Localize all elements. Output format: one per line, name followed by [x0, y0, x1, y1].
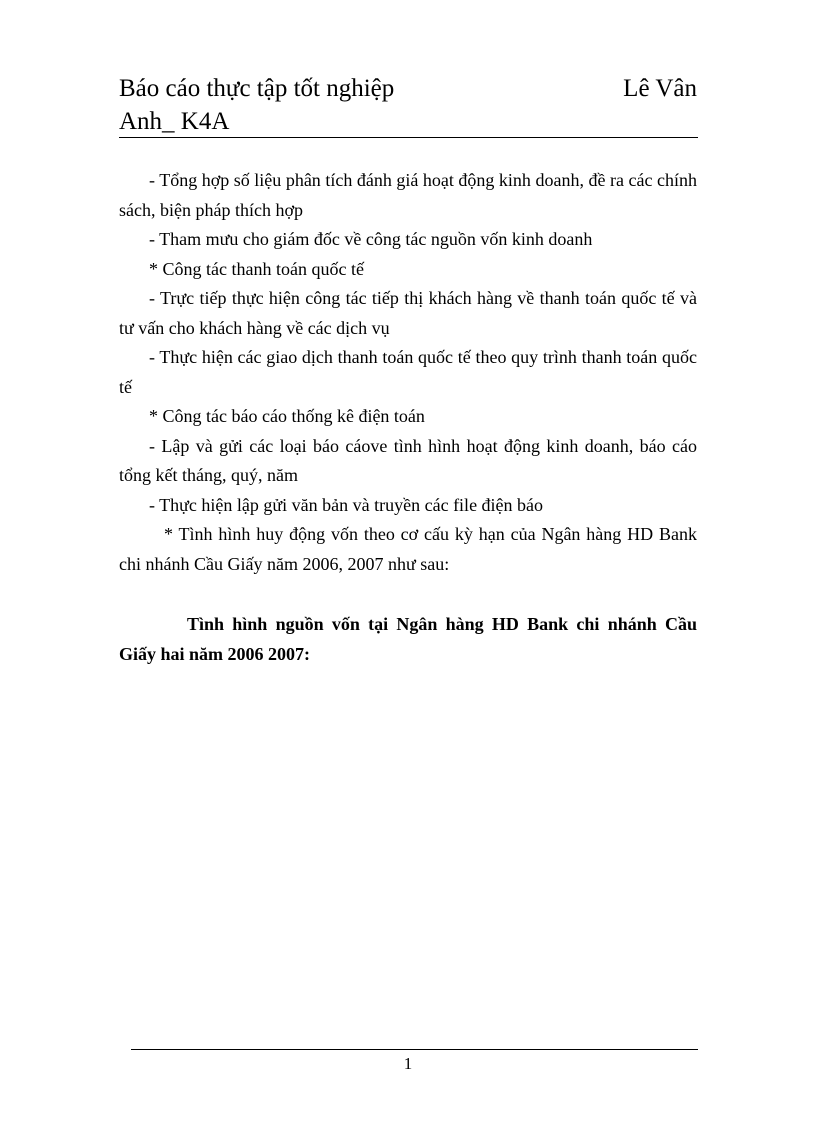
paragraph-documents: - Thực hiện lập gửi văn bản và truyền các file điện báo — [149, 494, 544, 515]
paragraph-reporting-heading: * Công tác báo cáo thống kê điện toán — [149, 406, 425, 426]
paragraph-reports: - Lập và gửi các loại báo cáove tình hình hoạt động kinh doanh, báo cáo tổng kết tháng, quý, năm — [119, 435, 697, 485]
paragraph-intl-payment-heading: * Công tác thanh toán quốc tế — [149, 258, 364, 279]
paragraph-capital-intro: * Tình hình huy động vốn theo cơ cấu kỳ hạn của Ngân hàng HD Bank chi nhánh Cầu Giấy năm 2006, 2007 như sau: — [119, 524, 697, 574]
author-name: Lê Vân — [623, 75, 697, 102]
body-text — [119, 166, 697, 579]
paragraph-summary: - Tổng hợp số liệu phân tích đánh giá hoạt động kinh doanh, đề ra các chính sách, biện pháp thích hợp — [119, 170, 697, 220]
paragraph-transactions: - Thực hiện các giao dịch thanh toán quốc tế theo quy trình thanh toán quốc tế — [119, 347, 697, 397]
paragraph-advice: - Tham mưu cho giám đốc về công tác nguồn vốn kinh doanh — [149, 229, 593, 249]
author-class: Anh_ K4A — [119, 108, 230, 135]
paragraph-marketing: - Trực tiếp thực hiện công tác tiếp thị khách hàng về thanh toán quốc tế và tư vấn cho khách hàng về các dịch vụ — [119, 288, 697, 338]
page-header — [119, 72, 697, 138]
page-number: 1 — [403, 1054, 413, 1073]
report-title: Báo cáo thực tập tốt nghiệp — [119, 75, 395, 102]
section-heading — [119, 610, 697, 669]
footer-divider — [131, 1049, 698, 1050]
header-divider — [119, 137, 698, 138]
section-heading-text: Tình hình nguồn vốn tại Ngân hàng HD Bank chi nhánh Cầu Giấy hai năm 2006 2007: — [119, 614, 697, 664]
header-row — [119, 72, 697, 105]
